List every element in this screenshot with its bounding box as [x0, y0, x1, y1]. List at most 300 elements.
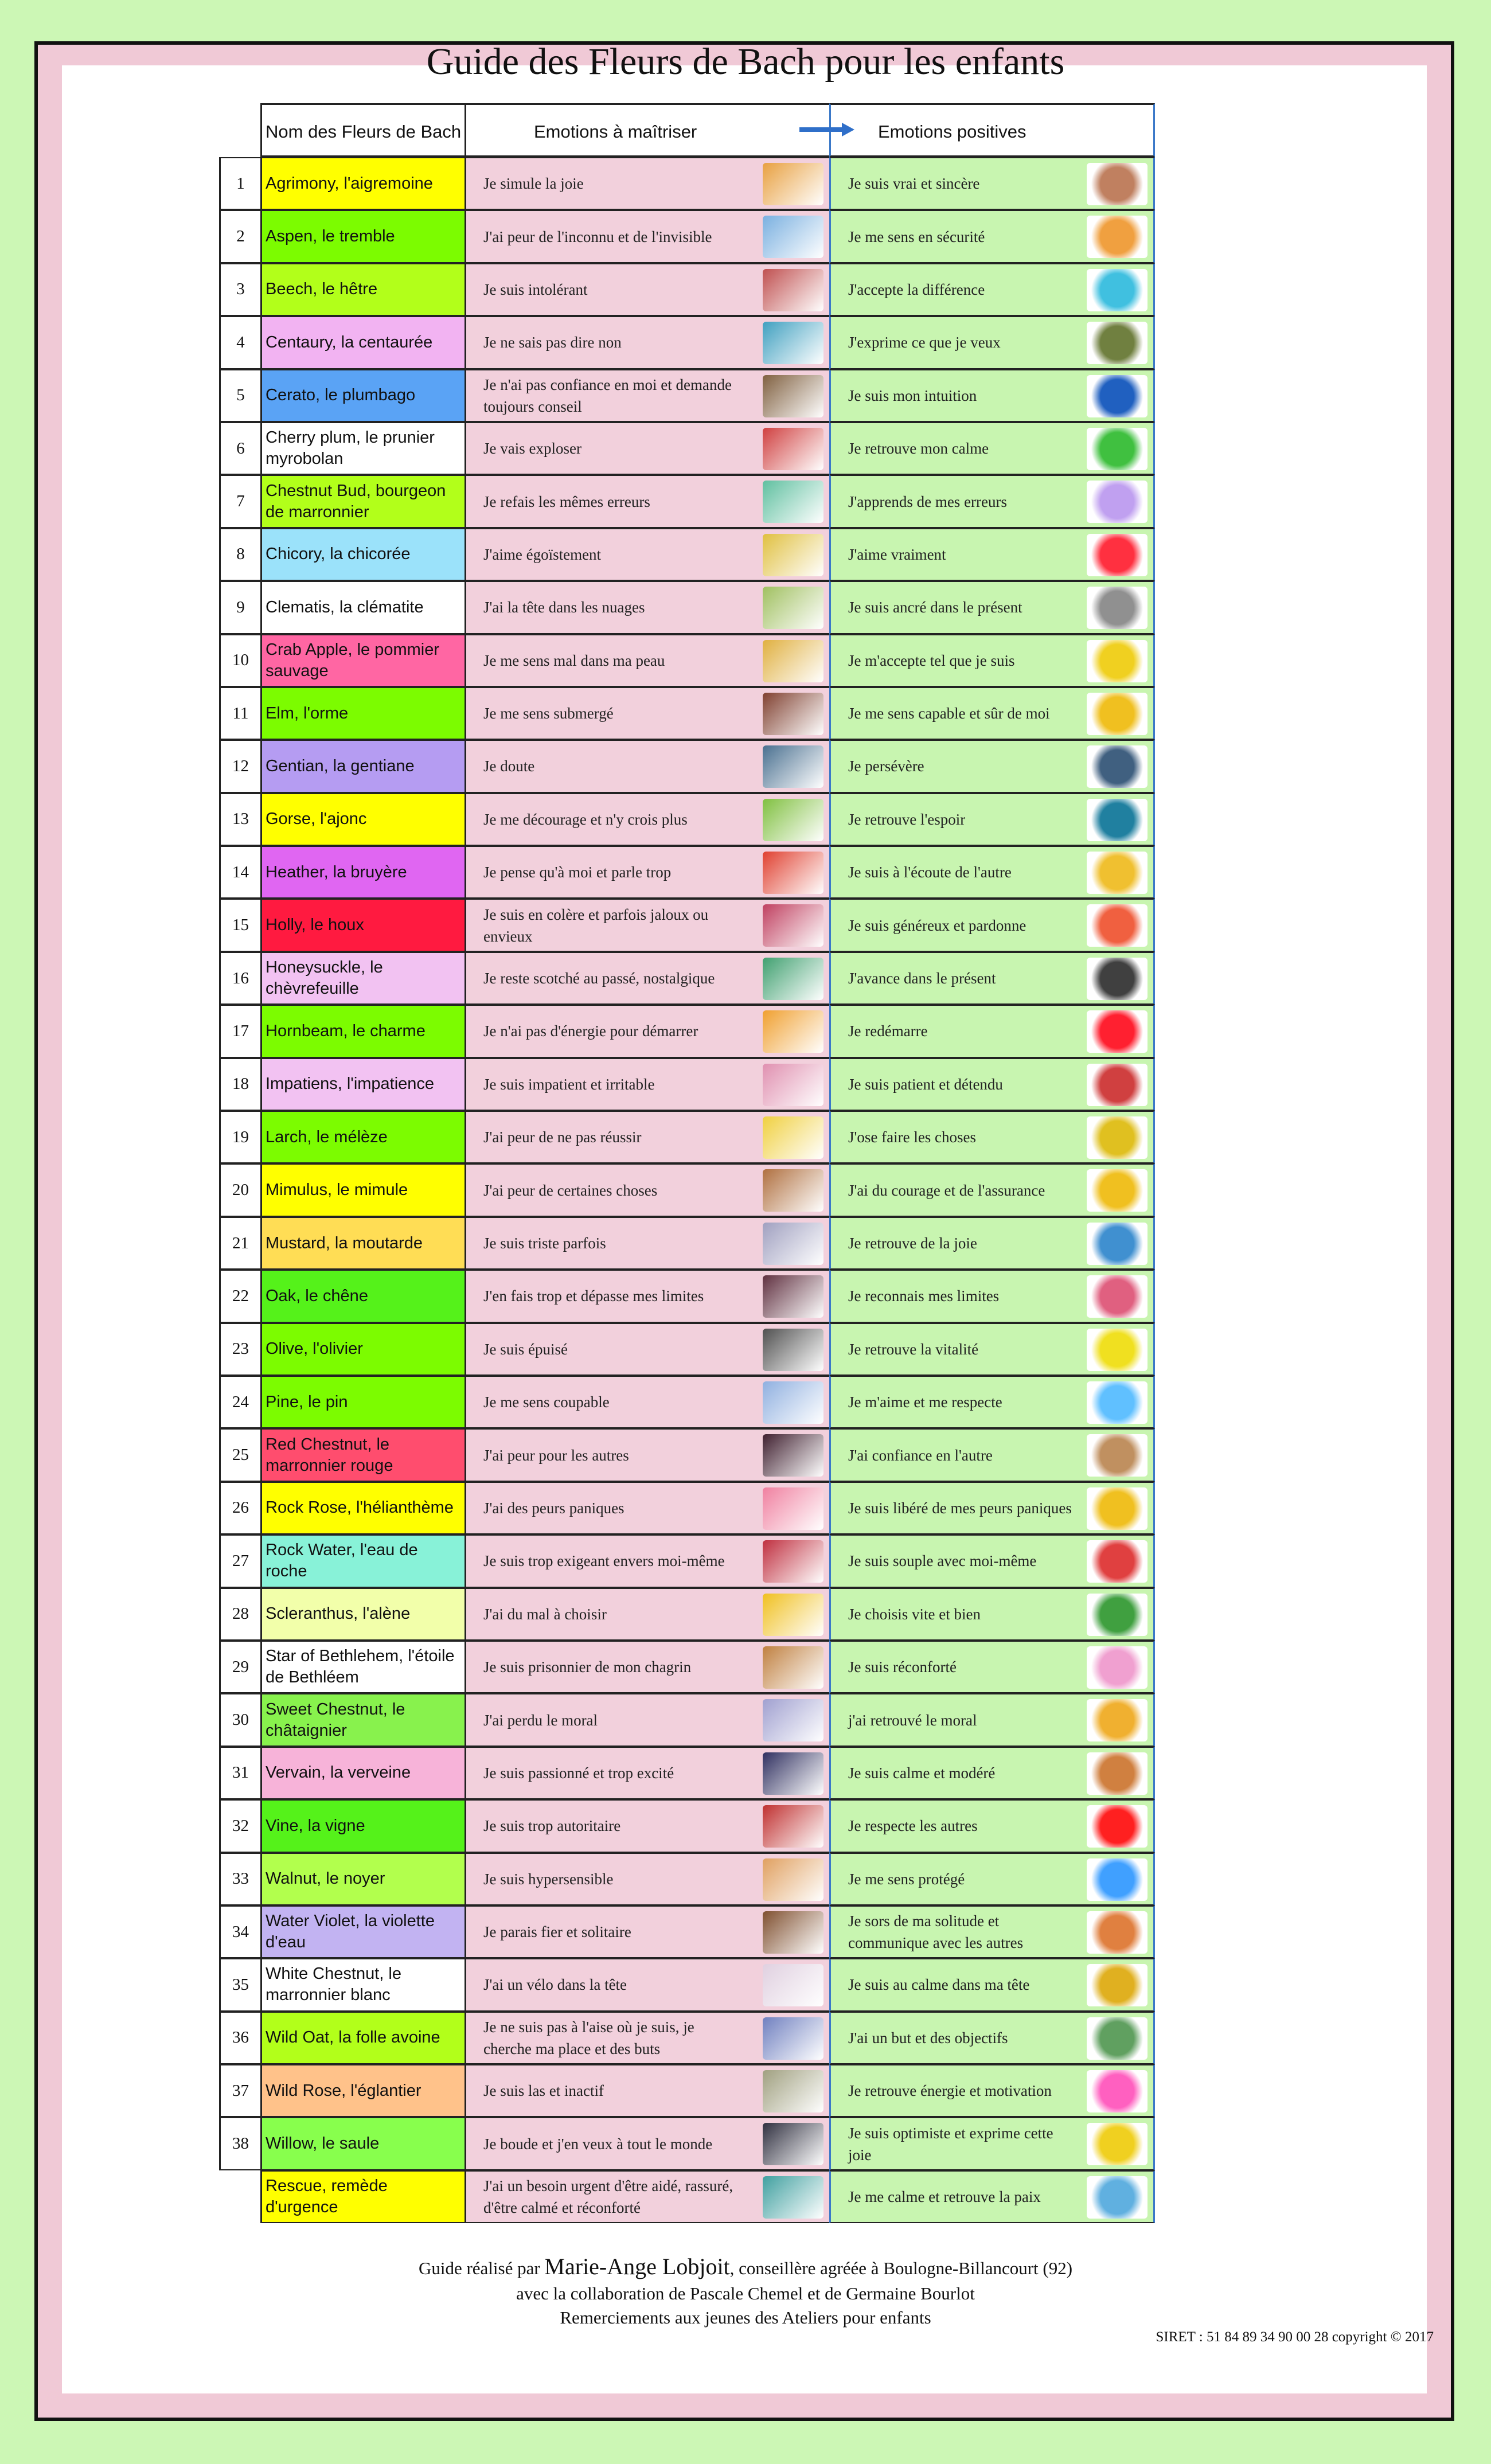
negative-emotion: Je me sens submergé	[483, 705, 614, 723]
positive-emotion: J'aime vraiment	[848, 545, 946, 563]
positive-emotion: j'ai retrouvé le moral	[848, 1711, 977, 1729]
smiley-image	[1087, 852, 1147, 894]
flower-name: Wild Oat, la folle avoine	[260, 2012, 465, 2064]
negative-emotion-cell	[465, 157, 829, 210]
row-number: 10	[219, 634, 260, 687]
positive-emotion: Je retrouve l'espoir	[848, 810, 966, 828]
negative-emotion: Je suis impatient et irritable	[483, 1075, 655, 1093]
hearts-image	[1087, 534, 1147, 576]
negative-emotion-cell	[465, 1323, 829, 1376]
table-row	[219, 1482, 1155, 1534]
table-row	[219, 1905, 1155, 1958]
positive-emotion-cell	[829, 1428, 1155, 1481]
lightning-image	[1087, 375, 1147, 417]
positive-emotion: J'accepte la différence	[848, 280, 985, 298]
table-row	[219, 1693, 1155, 1746]
smiley-image	[1087, 1699, 1147, 1741]
negative-emotion-cell	[465, 846, 829, 899]
snoopy-image	[763, 1329, 823, 1371]
reeds-image	[1087, 1540, 1147, 1583]
flower-name: Water Violet, la violette d'eau	[260, 1905, 465, 1958]
elsa-image	[763, 1381, 823, 1424]
row-number: 1	[219, 157, 260, 210]
positive-emotion: J'exprime ce que je veux	[848, 334, 1001, 352]
negative-emotion-cell	[465, 1534, 829, 1587]
cartoon-image	[763, 163, 823, 205]
table-row	[219, 2012, 1155, 2064]
table-row	[219, 263, 1155, 316]
row-number: 18	[219, 1058, 260, 1111]
positive-emotion-cell	[829, 475, 1155, 528]
row-number: 27	[219, 1534, 260, 1587]
cartoon-image	[763, 534, 823, 576]
row-number: 17	[219, 1005, 260, 1057]
cartoon-image	[763, 1752, 823, 1795]
flower-name: Larch, le mélèze	[260, 1111, 465, 1163]
cartoon-image	[763, 640, 823, 682]
negative-emotion: J'ai un besoin urgent d'être aidé, rassuré, d'être calmé et réconforté	[483, 2177, 733, 2217]
flower-name: Rock Water, l'eau de roche	[260, 1534, 465, 1587]
table-row	[219, 316, 1155, 369]
arrow-right-icon	[799, 123, 854, 136]
table-row	[219, 793, 1155, 846]
negative-emotion-cell	[465, 1693, 829, 1746]
flower-name: Oak, le chêne	[260, 1270, 465, 1322]
flower-name: Centaury, la centaurée	[260, 316, 465, 369]
row-number: 3	[219, 263, 260, 316]
negative-emotion: Je suis triste parfois	[483, 1235, 606, 1252]
positive-emotion-cell	[829, 263, 1155, 316]
positive-emotion-cell	[829, 846, 1155, 899]
negative-emotion-cell	[465, 793, 829, 846]
row-number: 7	[219, 475, 260, 528]
positive-emotion: Je suis optimiste et exprime cette joie	[848, 2124, 1053, 2164]
negative-emotion: Je me sens coupable	[483, 1393, 610, 1411]
positive-emotion-cell	[829, 1217, 1155, 1270]
negative-emotion: Je suis passionné et trop excité	[483, 1764, 674, 1782]
pooh-image	[763, 1594, 823, 1636]
negative-emotion-cell	[465, 1111, 829, 1163]
row-number: 35	[219, 1958, 260, 2011]
cartoon-image	[763, 904, 823, 947]
negative-emotion: J'ai peur pour les autres	[483, 1446, 629, 1464]
table-row	[219, 1588, 1155, 1641]
negative-emotion-cell	[465, 1799, 829, 1852]
positive-emotion: J'avance dans le présent	[848, 970, 996, 987]
header-name: Nom des Fleurs de Bach	[260, 103, 465, 157]
positive-emotion: Je suis vrai et sincère	[848, 175, 980, 193]
flower-name: Gorse, l'ajonc	[260, 793, 465, 846]
positive-emotion-cell	[829, 369, 1155, 422]
smiley-image	[1087, 1964, 1147, 2006]
positive-emotion: Je me sens protégé	[848, 1870, 965, 1888]
positive-emotion-cell	[829, 1005, 1155, 1057]
negative-emotion-cell	[465, 1588, 829, 1641]
positive-emotion-cell	[829, 793, 1155, 846]
piglet-image	[763, 1487, 823, 1530]
cartoon-image	[763, 269, 823, 311]
positive-emotion-cell	[829, 1853, 1155, 1905]
flower-name: Pine, le pin	[260, 1376, 465, 1428]
row-number: 12	[219, 740, 260, 792]
positive-emotion: Je me calme et retrouve la paix	[848, 2188, 1041, 2206]
goal-image	[1087, 2017, 1147, 2060]
negative-emotion: J'aime égoïstement	[483, 545, 602, 563]
positive-emotion-cell	[829, 2117, 1155, 2170]
flower-name: Clematis, la clématite	[260, 581, 465, 634]
flower-name: White Chestnut, le marronnier blanc	[260, 1958, 465, 2011]
teddy-image	[1087, 1646, 1147, 1689]
positive-emotion: Je suis patient et détendu	[848, 1075, 1003, 1093]
boy-image	[763, 375, 823, 417]
row-number: 4	[219, 316, 260, 369]
footer-collaboration: avec la collaboration de Pascale Chemel et de Germaine Bourlot	[516, 2283, 975, 2303]
smiley-image	[1087, 2123, 1147, 2165]
house-image	[1087, 216, 1147, 258]
positive-emotion-cell	[829, 1905, 1155, 1958]
positive-emotion-cell	[829, 899, 1155, 951]
positive-emotion-cell	[829, 634, 1155, 687]
positive-emotion-cell	[829, 1323, 1155, 1376]
smiley-image	[1087, 1116, 1147, 1159]
positive-emotion: Je respecte les autres	[848, 1817, 978, 1835]
flower-name: Beech, le hêtre	[260, 263, 465, 316]
table-row	[219, 899, 1155, 951]
positive-emotion: Je retrouve énergie et motivation	[848, 2082, 1052, 2100]
positive-emotion: Je me sens capable et sûr de moi	[848, 705, 1050, 723]
bach-flowers-table	[219, 103, 1155, 2223]
cartoon-image	[763, 587, 823, 629]
homer-image	[763, 1116, 823, 1159]
negative-emotion-cell	[465, 475, 829, 528]
negative-emotion-cell	[465, 1376, 829, 1428]
row-number: 14	[219, 846, 260, 899]
row-number: 13	[219, 793, 260, 846]
child-image	[1087, 322, 1147, 364]
row-number: 9	[219, 581, 260, 634]
positive-emotion-cell	[829, 316, 1155, 369]
table-row	[219, 1058, 1155, 1111]
footer-suffix: , conseillère agréée à Boulogne-Billancourt (92)	[729, 2258, 1073, 2278]
flower-name: Heather, la bruyère	[260, 846, 465, 899]
positive-emotion: Je sors de ma solitude et communique avec les autres	[848, 1912, 1024, 1952]
pinocchio-image	[763, 1858, 823, 1901]
duck-image	[763, 745, 823, 788]
row-number: 23	[219, 1323, 260, 1376]
negative-emotion: Je n'ai pas d'énergie pour démarrer	[483, 1022, 698, 1040]
row-number	[219, 2170, 260, 2223]
table-row	[219, 157, 1155, 210]
positive-emotion: J'ai confiance en l'autre	[848, 1446, 993, 1464]
table-row	[219, 1323, 1155, 1376]
umbrella-image	[1087, 1858, 1147, 1901]
table-row	[219, 2064, 1155, 2117]
negative-emotion: Je suis en colère et parfois jaloux ou envieux	[483, 905, 709, 945]
flower-name: Honeysuckle, le chèvrefeuille	[260, 952, 465, 1005]
negative-emotion-cell	[465, 1853, 829, 1905]
row-number: 2	[219, 210, 260, 263]
positive-emotion-cell	[829, 581, 1155, 634]
negative-emotion: Je doute	[483, 757, 535, 775]
table-row	[219, 1534, 1155, 1587]
negative-emotion-cell	[465, 2117, 829, 2170]
negative-emotion-cell	[465, 899, 829, 951]
children-image	[1087, 1911, 1147, 1954]
negative-emotion-cell	[465, 210, 829, 263]
row-number: 29	[219, 1641, 260, 1693]
child-image	[1087, 163, 1147, 205]
flower-name: Mimulus, le mimule	[260, 1163, 465, 1216]
negative-emotion-cell	[465, 1747, 829, 1799]
negative-emotion: Je suis hypersensible	[483, 1870, 614, 1888]
two-faces-image	[1087, 269, 1147, 311]
positive-emotion: Je reconnais mes limites	[848, 1287, 1000, 1305]
row-number: 15	[219, 899, 260, 951]
table-row	[219, 1641, 1155, 1693]
row-number: 25	[219, 1428, 260, 1481]
positive-emotion: Je suis généreux et pardonne	[848, 916, 1026, 934]
smiley-image	[1087, 1487, 1147, 1530]
flower-name: Rock Rose, l'hélianthème	[260, 1482, 465, 1534]
table-row	[219, 1853, 1155, 1905]
candy-image	[1087, 1594, 1147, 1636]
anchor-image	[1087, 587, 1147, 629]
positive-emotion: Je suis ancré dans le présent	[848, 599, 1022, 616]
smiley-image	[1087, 1169, 1147, 1212]
negative-emotion-cell	[465, 2012, 829, 2064]
positive-emotion: J'ai un but et des objectifs	[848, 2029, 1008, 2047]
negative-emotion: J'ai peur de ne pas réussir	[483, 1128, 642, 1146]
positive-emotion-cell	[829, 1376, 1155, 1428]
header-negative: Emotions à maîtriser	[465, 103, 829, 157]
negative-emotion-cell	[465, 1905, 829, 1958]
row-number: 21	[219, 1217, 260, 1270]
car-image	[1087, 1010, 1147, 1053]
flower-name: Holly, le houx	[260, 899, 465, 951]
row-number: 37	[219, 2064, 260, 2117]
goofy-image	[763, 2070, 823, 2112]
positive-emotion: J'ose faire les choses	[848, 1128, 977, 1146]
footer-thanks: Remerciements aux jeunes des Ateliers pour enfants	[560, 2307, 931, 2328]
negative-emotion-cell	[465, 740, 829, 792]
table-row	[219, 634, 1155, 687]
negative-emotion: Je suis prisonnier de mon chagrin	[483, 1658, 692, 1676]
row-number: 34	[219, 1905, 260, 1958]
flower-name: Scleranthus, l'alène	[260, 1588, 465, 1641]
negative-emotion: J'ai du mal à choisir	[483, 1605, 607, 1623]
footer	[0, 2254, 1491, 2330]
flower-name: Willow, le saule	[260, 2117, 465, 2170]
positive-emotion: Je suis mon intuition	[848, 386, 977, 404]
row-number: 19	[219, 1111, 260, 1163]
table-row	[219, 687, 1155, 740]
positive-emotion-cell	[829, 2064, 1155, 2117]
flower-name: Impatiens, l'impatience	[260, 1058, 465, 1111]
flower-name: Hornbeam, le charme	[260, 1005, 465, 1057]
negative-emotion: Je suis intolérant	[483, 280, 588, 298]
smiley-image	[1087, 640, 1147, 682]
cartoon-image	[763, 1540, 823, 1583]
positive-emotion-cell	[829, 1058, 1155, 1111]
flower-name: Aspen, le tremble	[260, 210, 465, 263]
negative-emotion-cell	[465, 1163, 829, 1216]
mermaid-image	[763, 958, 823, 1000]
flower-name: Gentian, la gentiane	[260, 740, 465, 792]
giraffe-image	[763, 799, 823, 841]
swimmer-image	[1087, 799, 1147, 841]
negative-emotion-cell	[465, 1005, 829, 1057]
row-number: 8	[219, 528, 260, 581]
table-row	[219, 475, 1155, 528]
row-number: 36	[219, 2012, 260, 2064]
positive-emotion: Je suis réconforté	[848, 1658, 957, 1676]
negative-emotion-cell	[465, 952, 829, 1005]
speed-sign-image	[1087, 1805, 1147, 1848]
positive-emotion-cell	[829, 1747, 1155, 1799]
negative-emotion: Je suis épuisé	[483, 1340, 568, 1358]
negative-emotion-cell	[465, 687, 829, 740]
table-row	[219, 1747, 1155, 1799]
flower-name: Star of Bethlehem, l'étoile de Bethléem	[260, 1641, 465, 1693]
negative-emotion: Je reste scotché au passé, nostalgique	[483, 970, 715, 987]
negative-emotion: Je suis las et inactif	[483, 2082, 604, 2100]
brain-image	[1087, 481, 1147, 523]
row-number: 28	[219, 1588, 260, 1641]
table-row	[219, 952, 1155, 1005]
positive-emotion-cell	[829, 1111, 1155, 1163]
smiley-image	[1087, 1329, 1147, 1371]
positive-emotion-cell	[829, 210, 1155, 263]
positive-emotion-cell	[829, 1163, 1155, 1216]
positive-emotion: Je suis calme et modéré	[848, 1764, 996, 1782]
row-number: 6	[219, 422, 260, 475]
flower-name: Rescue, remède d'urgence	[260, 2170, 465, 2223]
ghost-image	[763, 216, 823, 258]
flowers-image	[1087, 2070, 1147, 2112]
garfield-image	[763, 1010, 823, 1053]
positive-emotion: Je retrouve de la joie	[848, 1235, 977, 1252]
negative-emotion: J'ai peur de certaines choses	[483, 1181, 658, 1199]
hearts-image	[1087, 904, 1147, 947]
flower-name: Crab Apple, le pommier sauvage	[260, 634, 465, 687]
table-row	[219, 1005, 1155, 1057]
row-number: 16	[219, 952, 260, 1005]
positive-emotion: Je me sens en sécurité	[848, 228, 985, 245]
rabbit-image	[763, 1964, 823, 2006]
row-number: 22	[219, 1270, 260, 1322]
positive-emotion-cell	[829, 157, 1155, 210]
table-row	[219, 210, 1155, 263]
boy-image	[763, 1275, 823, 1318]
positive-emotion-cell	[829, 952, 1155, 1005]
positive-emotion-cell	[829, 528, 1155, 581]
child-image	[1087, 1064, 1147, 1106]
climber-image	[1087, 745, 1147, 788]
row-number: 11	[219, 687, 260, 740]
positive-emotion: Je suis souple avec moi-même	[848, 1552, 1037, 1570]
cartoon-image	[763, 693, 823, 735]
row-number: 26	[219, 1482, 260, 1534]
scene-image	[763, 1911, 823, 1954]
row-number: 5	[219, 369, 260, 422]
positive-emotion: J'ai du courage et de l'assurance	[848, 1181, 1045, 1199]
row-number: 32	[219, 1799, 260, 1852]
table-row	[219, 2170, 1155, 2223]
positive-emotion: J'apprends de mes erreurs	[848, 493, 1008, 510]
row-number: 24	[219, 1376, 260, 1428]
bird-image	[763, 1064, 823, 1106]
table-row	[219, 1428, 1155, 1481]
flower-name: Elm, l'orme	[260, 687, 465, 740]
negative-emotion: Je parais fier et solitaire	[483, 1923, 631, 1941]
negative-emotion-cell	[465, 1217, 829, 1270]
icecream-image	[1087, 1752, 1147, 1795]
table-row	[219, 1163, 1155, 1216]
table-row	[219, 528, 1155, 581]
negative-emotion-cell	[465, 1482, 829, 1534]
page-title: Guide des Fleurs de Bach pour les enfants	[426, 41, 1065, 83]
table-row	[219, 1270, 1155, 1322]
table-header	[219, 103, 1155, 157]
table-row	[219, 369, 1155, 422]
negative-emotion: J'ai peur de l'inconnu et de l'invisible	[483, 228, 712, 245]
footer-credit	[0, 2254, 1491, 2282]
positive-emotion-cell	[829, 1482, 1155, 1534]
flower-name: Chicory, la chicorée	[260, 528, 465, 581]
positive-emotion-cell	[829, 422, 1155, 475]
positive-emotion-cell	[829, 1534, 1155, 1587]
dumbo-image	[763, 1699, 823, 1741]
row-number: 31	[219, 1747, 260, 1799]
flower-name: Walnut, le noyer	[260, 1853, 465, 1905]
row-number: 30	[219, 1693, 260, 1746]
negative-emotion: J'ai des peurs paniques	[483, 1499, 624, 1517]
negative-emotion-cell	[465, 581, 829, 634]
alice-image	[763, 2017, 823, 2060]
positive-emotion: Je suis à l'écoute de l'autre	[848, 864, 1012, 881]
flower-name: Vine, la vigne	[260, 1799, 465, 1852]
negative-emotion-cell	[465, 263, 829, 316]
row-number: 20	[219, 1163, 260, 1216]
positive-emotion: Je retrouve mon calme	[848, 440, 989, 458]
positive-emotion: Je suis libéré de mes peurs paniques	[848, 1499, 1072, 1517]
earth-image	[1087, 1223, 1147, 1265]
table-row	[219, 846, 1155, 899]
siret-copyright: SIRET : 51 84 89 34 90 00 28 copyright © 2017	[1156, 2329, 1434, 2345]
bambi-image	[763, 1646, 823, 1689]
negative-emotion: Je refais les mêmes erreurs	[483, 493, 650, 510]
positive-emotion: Je suis au calme dans ma tête	[848, 1976, 1030, 1994]
table-row	[219, 1376, 1155, 1428]
flower-name: Sweet Chestnut, le châtaignier	[260, 1693, 465, 1746]
flower-name: Red Chestnut, le marronnier rouge	[260, 1428, 465, 1481]
negative-emotion: Je me décourage et n'y crois plus	[483, 810, 688, 828]
positive-emotion-cell	[829, 1958, 1155, 2011]
negative-emotion: Je ne sais pas dire non	[483, 334, 622, 352]
positive-emotion: Je m'accepte tel que je suis	[848, 651, 1015, 669]
flower-name: Cherry plum, le prunier myrobolan	[260, 422, 465, 475]
table-row	[219, 1958, 1155, 2011]
negative-emotion: Je pense qu'à moi et parle trop	[483, 864, 672, 881]
flower-name: Mustard, la moutarde	[260, 1217, 465, 1270]
flower-name: Agrimony, l'aigremoine	[260, 157, 465, 210]
table-row	[219, 422, 1155, 475]
beach-image	[1087, 1434, 1147, 1477]
flower-name: Chestnut Bud, bourgeon de marronnier	[260, 475, 465, 528]
positive-emotion-cell	[829, 687, 1155, 740]
cartoon-image	[763, 2123, 823, 2165]
row-number: 33	[219, 1853, 260, 1905]
